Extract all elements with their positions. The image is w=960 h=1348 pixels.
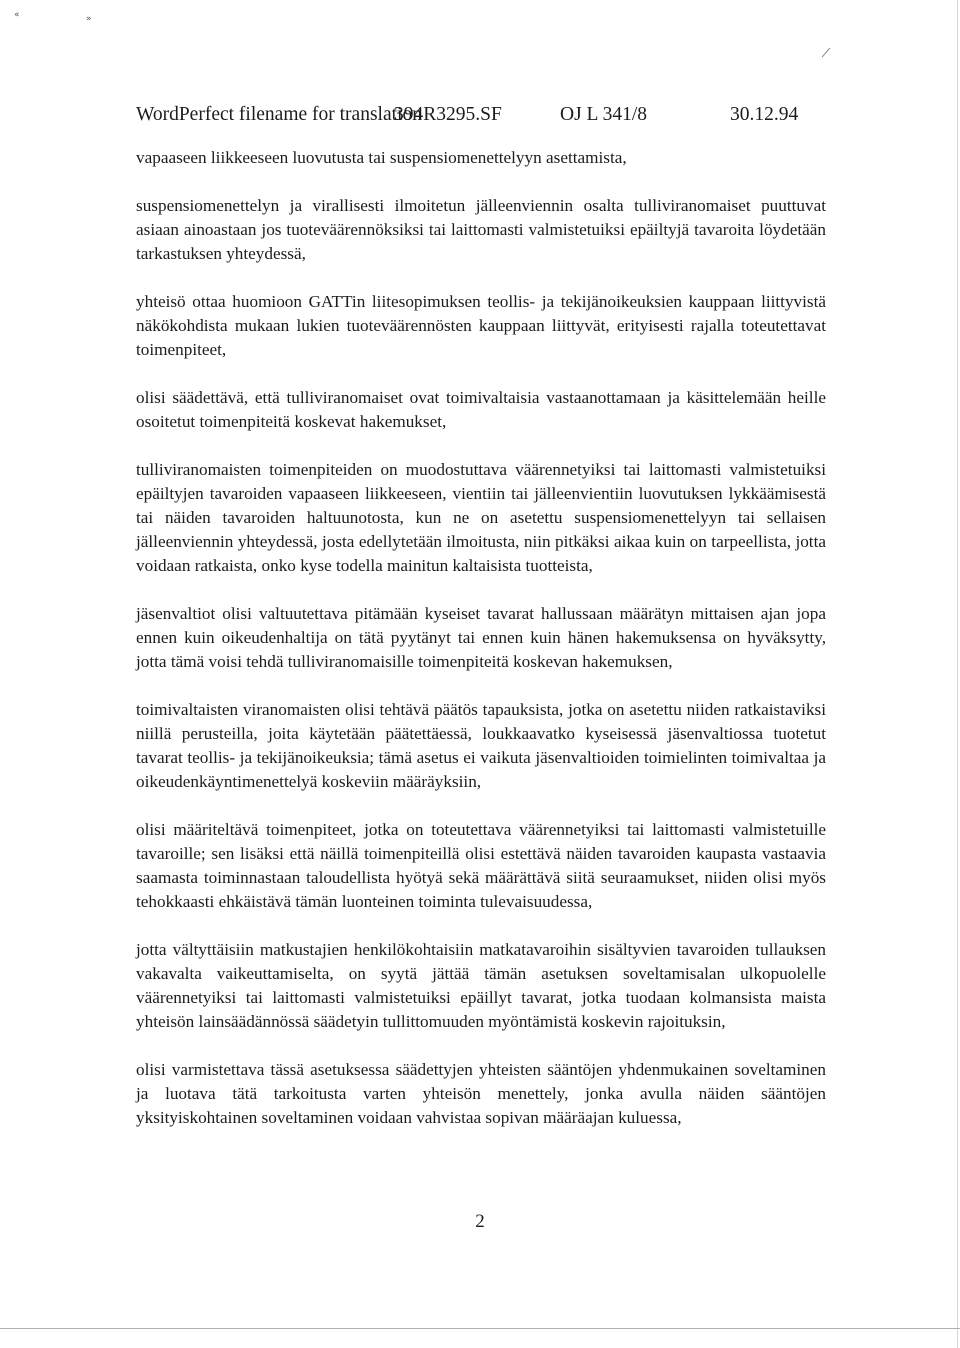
header-journal-ref: OJ L 341/8 (560, 104, 648, 125)
header-document-ref: 394R3295.SF (394, 104, 502, 125)
recital-paragraph: jäsenvaltiot olisi valtuutettava pitämään kyseiset tavarat hallussaan määrätyn mittaisen ajan jopa ennen kuin oikeudenhaltija on tätä pyytänyt tai ennen kuin hänen hakemuksensa on hyväksytty, jotta tämä voisi tehdä tulliviranomaisille toimenpiteitä koskevan hakemuksen, (136, 604, 826, 671)
header-date: 30.12.94 (730, 104, 799, 125)
scan-bottom-rule (0, 1328, 960, 1329)
page-number: 2 (475, 1211, 485, 1232)
scan-artifact-mark: » (86, 14, 92, 24)
scan-edge-line (957, 0, 958, 1348)
document-body (136, 146, 826, 1154)
recital-paragraph: olisi määriteltävä toimenpiteet, jotka on toteutettava väärennetyiksi tai laittomasti valmistetuille tavaroille; sen lisäksi että näillä toimenpiteillä olisi estettävä näiden tavaroiden kaupasta vastaavia saamasta toiminnastaan taloudellista hyötyä sekä määrättävä siitä seuraamukset, niiden olisi myös tehokkaasti ehkäistävä tämän luonteinen toiminta tulevaisuudessa, (136, 820, 826, 911)
recital-paragraph: toimivaltaisten viranomaisten olisi tehtävä päätös tapauksista, jotka on asetettu niiden ratkaistaviksi niillä perusteilla, joita käytetään päätettäessä, loukkaavatko kyseisessä jäsenvaltiossa tuotetut tavarat teollis- ja tekijänoikeuksia; tämä asetus ei vaikuta jäsenvaltioiden toimielinten toimivaltaa ja oikeudenkäyntimenettelyä koskeviin määräyksiin, (136, 700, 826, 791)
scan-artifact-stroke (822, 48, 830, 58)
recital-paragraph: vapaaseen liikkeeseen luovutusta tai suspensiomenettelyyn asettamista, (136, 148, 627, 167)
scan-artifact-mark: « (14, 10, 20, 20)
recital-paragraph: olisi säädettävä, että tulliviranomaiset ovat toimivaltaisia vastaanottamaan ja käsittelemään heille osoitetut toimenpiteitä koskevat hakemukset, (136, 388, 826, 431)
page-header (136, 102, 826, 128)
recital-paragraph: suspensiomenettelyn ja virallisesti ilmoitetun jälleenviennin osalta tulliviranomaiset puuttuvat asiaan ainoastaan jos tuoteväärennöksiksi tai laittomasti valmistetuiksi epäiltyjä tavaroita löydetään tarkastuksen yhteydessä, (136, 196, 826, 263)
recital-paragraph: olisi varmistettava tässä asetuksessa säädettyjen yhteisten sääntöjen yhdenmukainen soveltaminen ja luotava tätä tarkoitusta varten yhteisön menettely, jonka avulla näiden sääntöjen yksityiskohtainen soveltaminen voidaan vahvistaa sopivan määräajan kuluessa, (136, 1060, 826, 1127)
recital-paragraph: tulliviranomaisten toimenpiteiden on muodostuttava väärennetyiksi tai laittomasti valmistetuiksi epäiltyjen tavaroiden vapaaseen liikkeeseen, vientiin tai jälleenvientiin luovutuksen lykkäämisestä tai näiden tavaroiden haltuunotosta, kun ne on asetettu suspensiomenettelyyn tai sellaisen jälleenviennin yhteydessä, josta edellytetään ilmoitusta, niin pitkäksi aikaa kuin on tarpeellista, jotta voidaan ratkaista, onko kyse todella mainitun kaltaisista tuotteista, (136, 460, 826, 575)
recital-paragraph: jotta vältyttäisiin matkustajien henkilökohtaisiin matkatavaroihin sisältyvien tavaroiden tullauksen vakavalta vaikeuttamiselta, on syytä jättää tämän asetuksen soveltamisalan ulkopuolelle väärennetyiksi tai laittomasti valmistetuiksi epäillyt tavarat, jotka tuodaan kolmansista maista yhteisön lainsäädännössä säädetyin tullittomuuden myöntämistä koskevin rajoituksin, (136, 940, 826, 1031)
recital-paragraph: yhteisö ottaa huomioon GATTin liitesopimuksen teollis- ja tekijänoikeuksien kauppaan liittyvistä näkökohdista mukaan lukien tuoteväärennösten kauppaan liittyvät, erityisesti rajalla toteutettavat toimenpiteet, (136, 292, 826, 359)
header-filename-label: WordPerfect filename for translation (136, 104, 422, 125)
